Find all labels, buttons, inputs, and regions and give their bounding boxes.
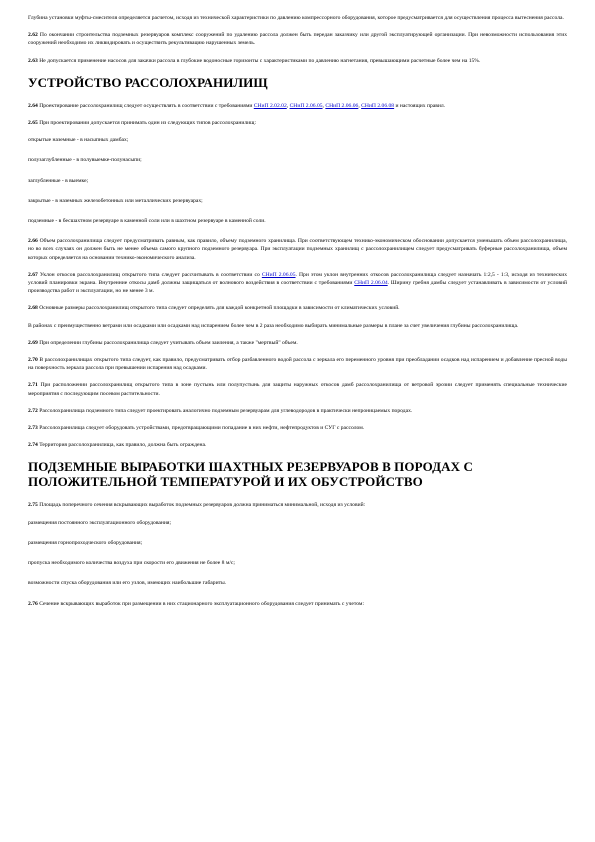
paragraph-2-75	[28, 501, 567, 509]
clause-text: Территория рассолохранилища, как правило, должна быть ограждена.	[39, 442, 207, 449]
link-snip-2-06-05[interactable]: СНиП 2.06.05	[261, 271, 296, 278]
clause-text: Рассолохранилища подземного типа следует проектировать аналогично подземным резервуарам для углеводородов в практически непроницаемых породах.	[39, 407, 413, 414]
clause-number: 2.73	[28, 425, 38, 432]
paragraph-2-73	[28, 424, 567, 432]
clause-number: 2.74	[28, 442, 38, 449]
link-snip-2-02-02[interactable]: СНиП 2.02.02	[253, 102, 287, 109]
clause-number: 2.65	[28, 120, 38, 127]
clause-text: и настоящих правил.	[395, 102, 446, 109]
link-snip-2-06-05[interactable]: СНиП 2.06.05	[289, 102, 323, 109]
section-heading-brine-storage: УСТРОЙСТВО РАССОЛОХРАНИЛИЩ	[28, 74, 268, 90]
clause-text: По окончании строительства подземных резервуаров комплекс сооружений по удалению рассола должен быть передан заказчику или другой эксплуатирующей организации. При невозможности использования этих сооружений необходимо их ликвидировать и осуществить рекультивацию нарушенных земель.	[28, 32, 567, 47]
clause-text: . При этом уклон внутренних откосов рассолохранилища следует назначать 1:2,5 - 1:3, исходя из технических условий планировки экрана. Внутренние откосы дамб должны защищаться от волнового воздействия в соответствии с требованиями	[28, 271, 567, 287]
paragraph-2-74	[28, 441, 567, 449]
paragraph-2-72	[28, 407, 567, 415]
paragraph-2-71	[28, 381, 567, 397]
paragraph-2-65	[28, 119, 567, 127]
clause-number: 2.67	[28, 271, 38, 278]
paragraph-2-64: 2.64 Проектирование рассолохранилищ следует осуществлять в соответствии с требованиями СНиП 2.02.02, СНиП 2.06.05, СНиП 2.06.06, СНиП 2.06.08 и настоящих правил.	[28, 102, 446, 109]
clause-text: При проектировании допускается принимать один из следующих типов рассолохранилищ:	[39, 120, 257, 127]
clause-text: Площадь поперечного сечения вскрывающих выработок подземных резервуаров должна приниматься минимальной, исходя из условий:	[39, 502, 366, 509]
clause-text: Уклон откосов рассолохранилищ открытого типа следует рассчитывать в соответствии со	[39, 271, 260, 278]
list-item: подземные - в бесшахтном резервуаре в каменной соли или в шахтном резервуаре в каменной соли.	[28, 218, 266, 225]
paragraph-2-62	[28, 31, 567, 47]
clause-text: В рассолохранилищах открытого типа следует, как правило, предусматривать отбор разбавленного водой рассола с зеркала его переменного уровня при преобладании осадков над испарением и добавление пресной воды на поверхность зеркала рассола при превышении испарения над осадками.	[28, 357, 567, 372]
list-item: открытые наземные - в насыпных дамбах;	[28, 137, 129, 144]
paragraph-2-68-continued: В районах с преимущественно ветрами или осадками или осадками над испарением более чем в 2 раза необходимо выбирать минимальные размеры в плане за счет увеличения глубины рассолохранилища.	[28, 322, 519, 329]
clause-number: 2.76	[28, 600, 38, 607]
paragraph-2-76	[28, 600, 567, 608]
clause-text: При определении глубины рассолохранилища следует учитывать объем заиления, а также "мертвый" объем.	[39, 339, 298, 346]
list-item: размещения горнопроходческого оборудования;	[28, 539, 143, 546]
clause-text: Сечение вскрывающих выработок при размещении в них стационарного эксплуатационного оборудования следует принимать с учетом:	[39, 600, 365, 607]
clause-number: 2.64	[28, 102, 38, 109]
link-snip-2-06-04[interactable]: СНиП 2.06.04	[354, 280, 388, 287]
clause-text: Проектирование рассолохранилищ следует осуществлять в соответствии с требованиями	[39, 102, 253, 109]
clause-text: Не допускается применение насосов для закачки рассола в глубокие водоносные горизонты с характеристиками по давлению нагнетания, превышающими расчетные более чем на 15%.	[39, 57, 481, 64]
clause-number: 2.70	[28, 357, 38, 364]
paragraph-2-69	[28, 339, 567, 347]
list-item: полузаглубленные - в полувыемке-полунасыпи;	[28, 157, 142, 164]
paragraph-2-66	[28, 237, 567, 262]
clause-text: При расположении рассолохранилищ открытого типа в зоне пустынь или полупустынь для защиты наружных откосов дамб рассолохранилища от ветровой эрозии следует применять специальные технические мероприятия с последующим посевом растительности.	[28, 382, 567, 397]
clause-text: Объем рассолохранилища следует предусматривать равным, как правило, объему подземного хранилища. При соответствующем технико-экономическом обосновании допускается уменьшать объем рассолохранилища, но во всех случаях он должен быть не менее объема самого крупного подземного резервуара. При эксплуатации подземных хранилищ с рассолохранилищем следует предусматривать буферные рассолохранилища, объем которых определяется на основании технико-экономического анализа.	[28, 238, 567, 261]
link-snip-2-06-08[interactable]: СНиП 2.06.08	[361, 102, 395, 109]
paragraph-2-63	[28, 57, 567, 65]
clause-text: Рассолохранилища следует оборудовать устройствами, предотвращающими попадание в них нефти, нефтепродуктов и СУГ с рассолом.	[39, 425, 365, 432]
paragraph-2-70	[28, 356, 567, 372]
clause-number: 2.62	[28, 32, 38, 39]
clause-text: Основные размеры рассолохранилищ открытого типа следует определять для каждой конкретной площадки в зависимости от климатических условий.	[39, 305, 400, 312]
clause-text: . Ширину гребня дамбы следует устанавливать в зависимости от условий производства работ и эксплуатации, но не менее 3 м.	[28, 280, 568, 295]
paragraph-intro: Глубина установки муфты-смесителя определяется расчетом, исходя из технической характеристики по давлению компрессорного оборудования, которое предусматривается для осуществления процесса вытеснения рассола.	[28, 15, 564, 21]
list-item: размещения постоянного эксплуатационного оборудования;	[28, 519, 171, 526]
clause-number: 2.71	[28, 382, 38, 389]
list-item: пропуска необходимого количества воздуха при скорости его движения не более 8 м/с;	[28, 560, 235, 567]
list-item: возможности спуска оборудования или его узлов, имеющих наибольшие габариты.	[28, 580, 227, 587]
clause-number: 2.68	[28, 305, 38, 312]
clause-number: 2.66	[28, 238, 38, 245]
clause-number: 2.63	[28, 57, 38, 64]
link-snip-2-06-06[interactable]: СНиП 2.06.06	[325, 102, 359, 109]
paragraph-2-68	[28, 304, 567, 312]
paragraph-2-67	[28, 271, 567, 296]
clause-number: 2.75	[28, 502, 38, 509]
list-item: заглубленные - в выемке;	[28, 177, 89, 184]
clause-number: 2.72	[28, 407, 38, 414]
section-heading-mine-workings: ПОДЗЕМНЫЕ ВЫРАБОТКИ ШАХТНЫХ РЕЗЕРВУАРОВ В ПОРОДАХ С ПОЛОЖИТЕЛЬНОЙ ТЕМПЕРАТУРОЙ И ИХ ОБУСТРОЙСТВО	[28, 459, 473, 490]
clause-number: 2.69	[28, 339, 38, 346]
list-item: закрытые - в наземных железобетонных или металлических резервуарах;	[28, 197, 203, 204]
